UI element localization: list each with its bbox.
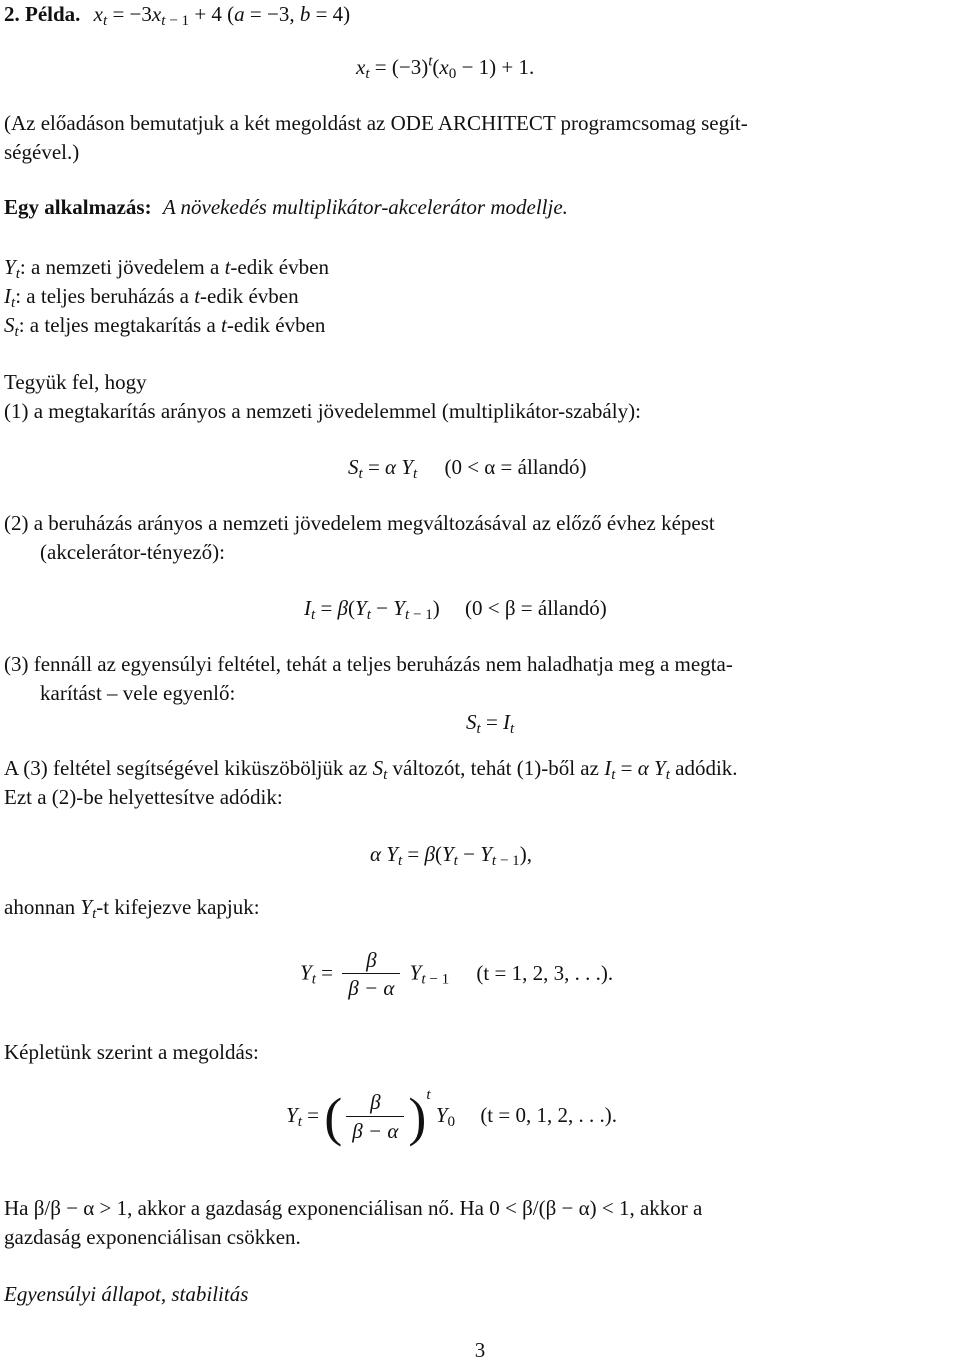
express-line: ahonnan $Y_t-t$ kifejezve kapjuk:: [4, 895, 260, 923]
condition-1: (1) a megtakarítás arányos a nemzeti jövedelemmel (multiplikátor-szabály):: [4, 399, 641, 423]
assumption-intro: Tegyük fel, hogy: [4, 370, 147, 394]
conclusion-line-1: Ha β/β − α > 1, akkor a gazdaság exponenciálisan nő. Ha 0 < β/(β − α) < 1, akkor a: [4, 1196, 703, 1220]
definition-i: $I_t$: a teljes beruházás a t-edik évben: [4, 284, 299, 312]
condition-3-line-2: karítást – vele egyenlő:: [40, 681, 236, 705]
paragraph-1-line-2: Ezt a (2)-be helyettesítve adódik:: [4, 785, 283, 809]
page-number: 3: [474, 1338, 486, 1362]
recurrence-equation: $x_t = -3x_t$ $_{- 1}$ + 4 (a = −3, b = 4): [93, 2, 351, 30]
paragraph-1-line-1: A (3) feltétel segítségével kiküszöböljük az $S_t$ változót, tehát (1)-ből az $I_t = \alpha$ $Y_t$ adódik.: [4, 756, 738, 784]
note-line-1: (Az előadáson bemutatjuk a két megoldást az ODE ARCHITECT programcsomag segít-: [4, 111, 748, 135]
application-heading: [4, 195, 568, 220]
equation-5-condition: (t = 1, 2, 3, . . .).: [476, 960, 614, 985]
equation-6-fraction: $\frac{\beta}{\beta - \alpha}$: [346, 1090, 404, 1143]
condition-2-line-2: (akcelerátor-tényező):: [40, 540, 225, 564]
solution-equation: $x_t = (-3)^t(x_0 - 1) + 1$.: [356, 53, 535, 83]
equation-6: $Y_t$ = ( $\frac{\beta}{\beta - \alpha}$ )$^t$ $Y_0$ (t = 0, 1, 2, . . .).: [286, 1087, 617, 1147]
example-heading: [4, 2, 351, 30]
condition-3-line-1: (3) fennáll az egyensúlyi feltétel, tehát a teljes beruházás nem haladhatja meg a megta-: [4, 652, 733, 676]
equation-5-fraction: $\frac{\beta}{\beta - \alpha}$: [342, 948, 400, 1001]
equation-3: $S_t = I_t$: [466, 710, 515, 738]
equation-4: α $Y_t = \beta(Y_t - Y_{t - 1})$,: [370, 842, 532, 870]
application-title: A növekedés multiplikátor-akcelerátor modellje.: [162, 195, 568, 219]
section-title: Egyensúlyi állapot, stabilitás: [4, 1282, 249, 1306]
equation-5: $Y_t$ = $\frac{\beta}{\beta - \alpha}$ $Y_{t - 1}$ (t = 1, 2, 3, . . .).: [300, 948, 614, 1001]
equation-2: $I_t = \beta(Y_t - Y_{t - 1}) (0 < \beta$ = állandó): [304, 596, 607, 624]
equation-2-condition: (0 < β = állandó): [465, 596, 607, 620]
note-line-2: ségével.): [4, 140, 80, 164]
conclusion-line-2: gazdaság exponenciálisan csökken.: [4, 1225, 301, 1249]
definition-s: $S_t$: a teljes megtakarítás a t-edik évben: [4, 313, 326, 341]
application-label: Egy alkalmazás:: [4, 195, 152, 219]
equation-1-condition: (0 < α = állandó): [444, 455, 587, 479]
condition-2-line-1: (2) a beruházás arányos a nemzeti jövedelem megváltozásával az előző évhez képest: [4, 511, 715, 535]
definition-y: $Y_t$: a nemzeti jövedelem a t-edik évben: [4, 255, 329, 283]
equation-6-condition: (t = 0, 1, 2, . . .).: [480, 1102, 617, 1127]
example-label: 2. Példa.: [4, 2, 81, 26]
equation-1: $S_t = \alpha$ $Y_t$ (0 < α = állandó): [348, 455, 587, 483]
solution-label: Képletünk szerint a megoldás:: [4, 1040, 259, 1064]
